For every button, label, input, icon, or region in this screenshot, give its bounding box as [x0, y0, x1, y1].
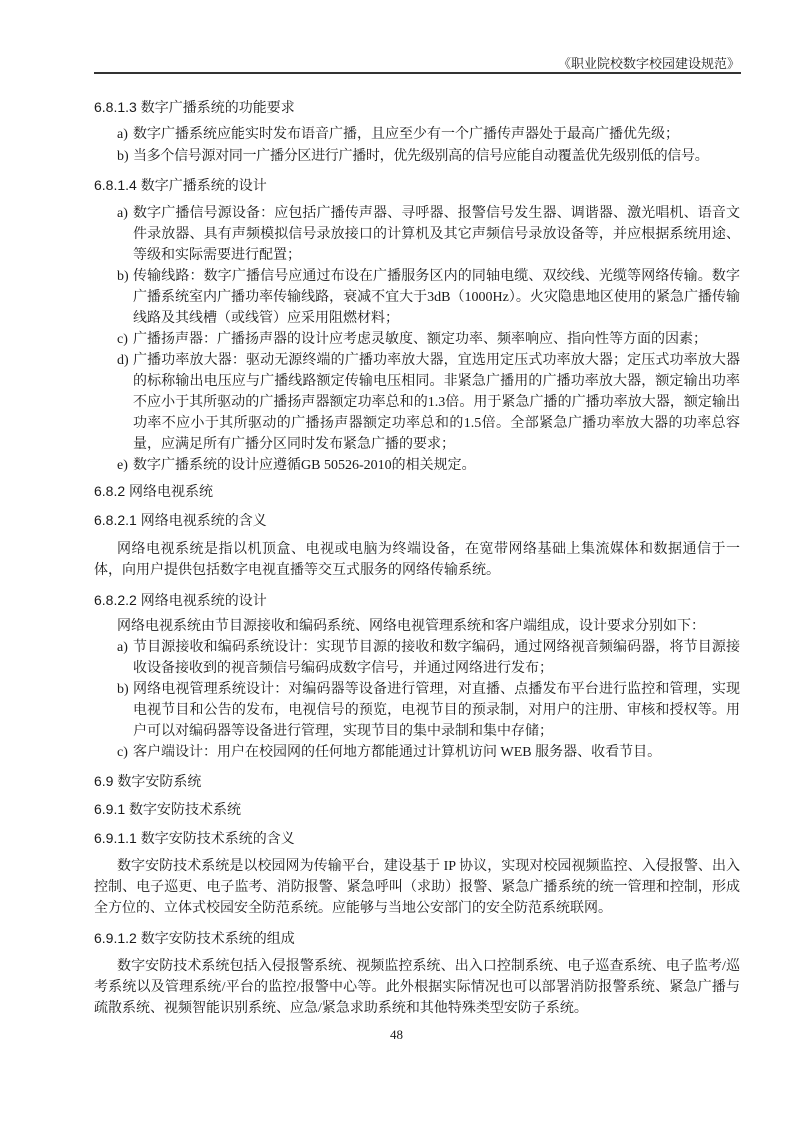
section-heading: 6.8.2.2 网络电视系统的设计	[94, 592, 267, 608]
paragraph: 网络电视系统由节目源接收和编码系统、网络电视管理系统和客户端组成，设计要求分别如下：	[117, 619, 705, 634]
paragraph: 数字安防技术系统是以校园网为传输平台，建设基于 IP 协议，实现对校园视频监控、入侵报警、出入控制、电子巡更、电子监考、消防报警、紧急呼叫（求助）报警、紧急广播系统的统一管理和控制，形成全方位的、立体式校园安全防范系统。应能够与当地公安部门的安全防范系统联网。	[94, 859, 740, 916]
list-6-8-1-3	[94, 124, 740, 167]
list-item: c) 广播扬声器：广播扬声器的设计应考虑灵敏度、额定功率、频率响应、指向性等方面的因素；	[117, 332, 707, 347]
list-6-8-2-2	[94, 616, 740, 763]
section-heading: 6.8.2 网络电视系统	[94, 483, 214, 499]
list-item: d) 广播功率放大器：驱动无源终端的广播功率放大器，宜选用定压式功率放大器；定压式功率放大器的标称输出电压应与广播线路额定传输电压相同。非紧急广播用的广播功率放大器，额定输出功率不应小于其所驱动的广播扬声器额定功率总和的1.3倍。用于紧急广播的广播功率放大器，额定输出功率不应小于其所驱动的广播扬声器额定功率总和的1.5倍。全部紧急广播功率放大器的功率总容量，应满足所有广播分区同时发布紧急广播的要求；	[117, 353, 740, 452]
list-item: b) 网络电视管理系统设计：对编码器等设备进行管理，对直播、点播发布平台进行监控和管理，实现电视节目和公告的发布，电视信号的预览，电视节目的预录制，对用户的注册、审核和授权等。用户可以对编码器等设备进行管理，实现节目的集中录制和集中存储；	[117, 682, 740, 739]
running-header: 《职业院校数字校园建设规范》	[557, 56, 740, 71]
list-item: a) 数字广播信号源设备：应包括广播传声器、寻呼器、报警信号发生器、调谐器、激光唱机、语音文件录放器、具有声频模拟信号录放接口的计算机及其它声频信号录放设备等，并应根据系统用途、等级和实际需要进行配置；	[117, 206, 740, 263]
section-heading: 6.9.1 数字安防技术系统	[94, 801, 242, 817]
section-heading: 6.8.2.1 网络电视系统的含义	[94, 512, 267, 528]
list-item: a) 节目源接收和编码系统设计：实现节目源的接收和数字编码，通过网络视音频编码器，将节目源接收设备接收到的视音频信号编码成数字信号，并通过网络进行发布；	[117, 640, 740, 676]
header-rule	[94, 72, 741, 74]
page-number: 48	[390, 1027, 403, 1042]
section-heading: 6.9.1.1 数字安防技术系统的含义	[94, 830, 295, 846]
paragraph: 数字安防技术系统包括入侵报警系统、视频监控系统、出入口控制系统、电子巡查系统、电子监考/巡考系统以及管理系统/平台的监控/报警中心等。此外根据实际情况也可以部署消防报警系统、紧急广播与疏散系统、视频智能识别系统、应急/紧急求助系统和其他特殊类型安防子系统。	[94, 959, 740, 1016]
section-heading: 6.8.1.3 数字广播系统的功能要求	[94, 99, 295, 115]
list-item: b) 当多个信号源对同一广播分区进行广播时，优先级别高的信号应能自动覆盖优先级别低的信号。	[117, 149, 709, 164]
list-item: a) 数字广播系统应能实时发布语音广播，且应至少有一个广播传声器处于最高广播优先级；	[117, 127, 679, 142]
section-heading: 6.8.1.4 数字广播系统的设计	[94, 177, 267, 193]
paragraph: 网络电视系统是指以机顶盒、电视或电脑为终端设备，在宽带网络基础上集流媒体和数据通信于一体，向用户提供包括数字电视直播等交互式服务的网络传输系统。	[94, 542, 740, 578]
section-heading: 6.9 数字安防系统	[94, 773, 202, 789]
list-6-8-1-4	[94, 203, 740, 476]
list-item: e) 数字广播系统的设计应遵循GB 50526-2010的相关规定。	[117, 458, 476, 473]
list-item: b) 传输线路：数字广播信号应通过布设在广播服务区内的同轴电缆、双绞线、光缆等网络传输。数字广播系统室内广播功率传输线路，衰减不宜大于3dB（1000Hz）。火灾隐患地区使用的紧急广播传输线路及其线槽（或线管）应采用阻燃材料；	[117, 269, 740, 326]
list-item: c) 客户端设计：用户在校园网的任何地方都能通过计算机访问 WEB 服务器、收看节目。	[117, 745, 662, 760]
section-heading: 6.9.1.2 数字安防技术系统的组成	[94, 930, 295, 946]
